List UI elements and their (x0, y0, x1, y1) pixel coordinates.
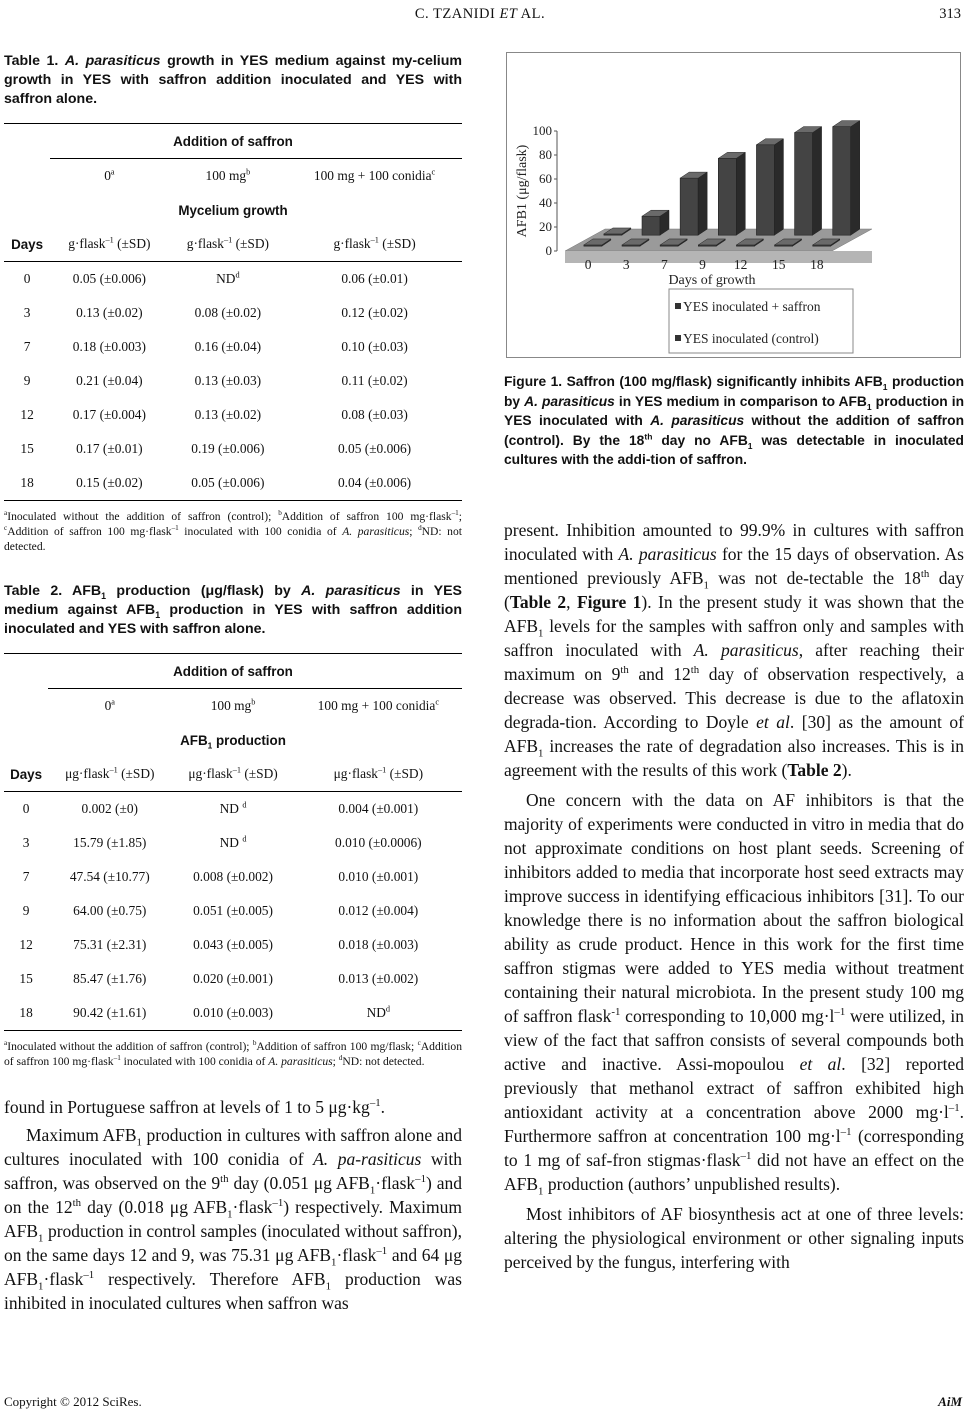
right-paragraph-3: Most inhibitors of AF biosynthesis act at one of three levels: altering the physiological environment or other signaling inputs perceived by the fungus, interfering with (504, 1204, 964, 1272)
x-tick-label: 7 (660, 257, 668, 272)
figure1-svg (507, 53, 960, 357)
control-bar-side (813, 127, 822, 236)
table2-treatment: 100 $mg^b$ (171, 689, 294, 724)
page-footer (4, 1394, 962, 1410)
table2-treatment: 100 mg + 100 conidia$^c$ (295, 689, 462, 724)
figure1-chart (506, 52, 961, 358)
table1-days-header: Days (4, 227, 50, 262)
x-axis-label: Days of growth (668, 273, 756, 288)
legend-label: YES inoculated + saffron (683, 299, 821, 314)
right-paragraph-1: present. Inhibition amounted to 99.9% in cultures with saffron inoculated with A. parasiticus for the 15 days of observation. As mentioned previously $AFB_1$ was not de-tectable the 18th day (Table 2, Figure 1). In the present study it was shown that the $AFB_1$ levels for the samples with saffron only and samples with saffron inoculated with A. parasiticus, after reaching their maximum on 9th and 12th day of observation respectively, a decrease was observed. This decrease is due to the aflatoxin degrada-tion. According to Doyle et al. [30] as the amount of $AFB_1$ increases the rate of degradation also increases. This is in agreement with the results of this work (Table 2). (504, 520, 965, 780)
table-row: 18 0.15 (±0.02) 0.05 (±0.006) 0.04 (±0.006) (4, 466, 462, 501)
table-row: 15 0.17 (±0.01) 0.19 (±0.006) 0.05 (±0.006) (20, 441, 412, 456)
x-tick-label: 0 (584, 257, 592, 272)
page-number: 313 (939, 6, 961, 22)
table1-footnote: $^a$Inoculated without the addition of saffron (control); $^b$Addition of saffron 100 mg·flask$^{-1}$; $^c$Addition of saffron 100 mg·flask$^{-1}$ inoculated with 100 conidia of A. parasiticus; $^d$ND: not detected. (4, 509, 462, 553)
left-column (4, 52, 462, 1315)
control-bar-side (851, 121, 860, 236)
chart-base-strip (565, 251, 872, 263)
right-paragraph-2: One concern with the data on AF inhibitors is that the majority of experiments were conducted in vitro in media that do not approximate conditions on host plant seeds. Screening of inhibitors added to media that incorporate host seed extracts may improve success in identifying efficacious inhibitors [31]. To our knowledge there is no information about the saffron biological ability as crude product. Hence in this work for the first time saffron stigmas were added to YES media without treatment containing their natural microbiota. In the present study 100 mg of saffron flask$^{-1}$ corresponding to 10,000 $mg\cdot l^{-1}$ were utilized, in view of the fact that saffron consists of several compounds both active and inactive. Assi-mopoulou et al. [32] reported previously that methanol extract of saffron exhibited high antioxidant activity at a concentration above 2000 $mg\cdot l^{-1}$. Furthermore saffron at concentration 100 $mg\cdot l^{-1}$ (corresponding to 1 mg of saf-fron stigmas·flask$^{-1}$ did not have an effect on the $AFB_1$ production (authors’ unpublished results). (504, 790, 964, 1198)
control-bar (795, 133, 813, 236)
x-tick-label: 12 (733, 257, 748, 272)
control-bar (756, 145, 774, 235)
table1-treatment: 0$^a$ (50, 159, 168, 194)
y-tick-label: 40 (539, 195, 552, 210)
table2-caption: Table 2. $AFB_1$ production (μg/flask) by A. parasiticus in YES medium against $AFB_1$ production in YES with saffron addition inoculated and YES with saffron alone. (4, 583, 463, 637)
legend-label: YES inoculated (control) (683, 331, 819, 346)
control-bar (642, 216, 660, 235)
x-tick-label: 3 (622, 257, 630, 272)
y-tick-label: 20 (539, 219, 552, 234)
y-tick-label: 60 (539, 171, 552, 186)
legend-swatch (675, 303, 681, 309)
y-tick-label: 0 (545, 243, 552, 258)
table1-treatment: 100 mg + 100 conidia$^c$ (287, 159, 462, 194)
legend-swatch (675, 335, 681, 341)
table-row: 7 47.54 (±10.77) 0.008 (±0.002) 0.010 (±0.001) (22, 869, 419, 884)
table-row: 0 0.002 (±0) ND $^d$ 0.004 (±0.001) (22, 800, 419, 816)
journal-abbrev: AiM (938, 1394, 962, 1409)
table1-unit-header: g·flask$^{-1}$ (±SD) (50, 227, 168, 262)
control-bar (718, 158, 736, 235)
table1-treatment: 100 $mg^b$ (169, 159, 287, 194)
table-row: 9 64.00 (±0.75) 0.051 (±0.005) 0.012 (±0.004) (22, 903, 419, 918)
running-title: C. TZANIDI ET AL. (414, 6, 546, 22)
y-axis-label: AFB1 (μg/flask) (515, 144, 530, 238)
table2-unit-header: μg·flask$^{-1}$ (±SD) (171, 757, 294, 792)
running-header (0, 6, 967, 26)
table-row: 9 0.21 (±0.04) 0.13 (±0.03) 0.11 (±0.02) (23, 373, 408, 388)
table1-unit-header: g·flask$^{-1}$ (±SD) (287, 227, 462, 262)
table-row: 12 75.31 (±2.31) 0.043 (±0.005) 0.018 (±0.003) (19, 937, 419, 952)
x-tick-label: 15 (772, 257, 786, 272)
figure1-caption: Figure 1. Saffron (100 mg/flask) significantly inhibits $AFB_1$ production by A. parasiticus in YES medium in comparison to $AFB_1$ production in YES inoculated with A. parasiticus without the addition of saffron (control). By the 18th day no $AFB_1$ was detectable in inoculated cultures with the addi-tion of saffron. (504, 374, 964, 467)
table-row: 3 0.13 (±0.02) 0.08 (±0.02) 0.12 (±0.02) (23, 305, 408, 320)
control-bar-side (736, 152, 745, 235)
x-tick-label: 9 (699, 257, 706, 272)
table2-subheader: $AFB_1$ production (180, 732, 286, 751)
y-tick-label: 80 (539, 147, 552, 162)
table1-subheader: Mycelium growth (178, 202, 288, 218)
table2 (4, 653, 462, 1031)
table2-treatment: 0$^a$ (48, 689, 171, 724)
table2-footnote: $^a$Inoculated without the addition of saffron (control); $^b$Addition of saffron 100 mg/flask; $^c$Addition of saffron 100 mg·flask$^{-1}$ inoculated with 100 conidia of A. parasiticus; $^d$ND: not detected. (4, 1039, 463, 1068)
control-bar (833, 127, 851, 236)
left-paragraph-1: found in Portuguese saffron at levels of 1 to 5 $\mu g\cdot kg^{-1}$. (4, 1097, 386, 1117)
copyright-notice: Copyright © 2012 SciRes. (4, 1394, 142, 1409)
table1 (4, 123, 462, 501)
table-row: 12 0.17 (±0.004) 0.13 (±0.02) 0.08 (±0.03) (20, 407, 408, 422)
x-tick-label: 18 (810, 257, 824, 272)
table-row: 3 15.79 (±1.85) ND $^d$ 0.010 (±0.0006) (22, 834, 422, 850)
table-row: 0 0.05 (±0.006) $ND^d$ 0.06 (±0.01) (23, 270, 408, 286)
table-row: 15 85.47 (±1.76) 0.020 (±0.001) 0.013 (±0.002) (19, 971, 419, 986)
control-bar-side (774, 139, 783, 235)
table1-unit-header: g·flask$^{-1}$ (±SD) (169, 227, 287, 262)
table2-days-header: Days (4, 757, 48, 792)
table-row: 18 90.42 (±1.61) 0.010 (±0.003) $ND^d$ (4, 996, 462, 1031)
control-bar-side (698, 172, 707, 235)
table1-caption: Table 1. A. parasiticus growth in YES medium against my-celium growth in YES with saffron addition inoculated and YES with saffron alone. (4, 53, 462, 107)
left-paragraph-2: Maximum $AFB_1$ production in cultures with saffron alone and cultures inoculated with 100 conidia of A. pa-rasiticus with saffron, was observed on the 9th day (0.051 μg $AFB_1\cdot flask^{-1}$) and on the 12th day (0.018 μg $AFB_1\cdot flask^{-1}$) respectively. Maximum $AFB_1$ production in control samples (inoculated without saffron), on the same days 12 and 9, was 75.31 μg $AFB_1\cdot flask^{-1}$ and 64 μg $AFB_1\cdot flask^{-1}$ respectively. Therefore $AFB_1$ production was inhibited in inoculated cultures when saffron was (4, 1125, 463, 1313)
table2-unit-header: μg·flask$^{-1}$ (±SD) (295, 757, 462, 792)
table2-group-header: Addition of saffron (4, 654, 462, 689)
table2-unit-header: μg·flask$^{-1}$ (±SD) (48, 757, 171, 792)
control-bar (680, 178, 698, 235)
table1-group-header: Addition of saffron (4, 124, 462, 159)
right-column (504, 518, 964, 1274)
y-tick-label: 100 (532, 123, 552, 138)
table-row: 7 0.18 (±0.003) 0.16 (±0.04) 0.10 (±0.03) (23, 339, 408, 354)
